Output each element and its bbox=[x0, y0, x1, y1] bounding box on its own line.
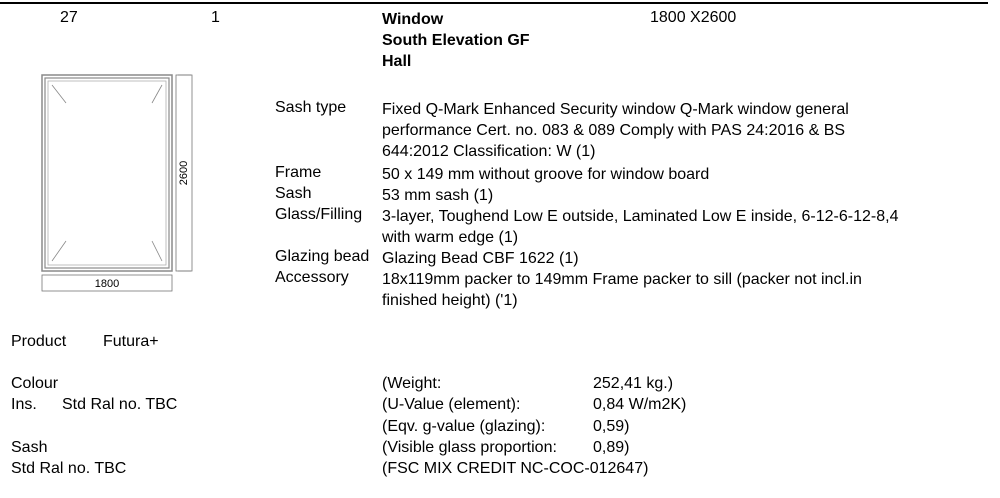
item-size: 1800 X2600 bbox=[650, 9, 737, 26]
spec-label-glazing-bead: Glazing bead bbox=[275, 248, 370, 265]
spec-label-glass: Glass/Filling bbox=[275, 206, 363, 223]
product-label: Product bbox=[11, 333, 67, 350]
spec-label-sash-type: Sash type bbox=[275, 99, 347, 116]
item-type: Window bbox=[382, 11, 444, 28]
spec-value-glazing-bead: Glazing Bead CBF 1622 (1) bbox=[382, 250, 579, 267]
item-room: Hall bbox=[382, 53, 412, 70]
spec-label-sash: Sash bbox=[275, 185, 312, 202]
property-label-glass-proportion: (Visible glass proportion: bbox=[382, 439, 557, 456]
window-drawing bbox=[0, 72, 210, 292]
spec-value-sash-type: Fixed Q-Mark Enhanced Security window Q-Mark window general performance Cert. no. 083 & 089 Comply with PAS 24:2016 & BS 644:2012 Classification: W (1) bbox=[382, 101, 849, 160]
position-number: 27 bbox=[60, 9, 78, 26]
spec-value-glass: 3-layer, Toughend Low E outside, Laminated Low E inside, 6-12-6-12-8,4 with warm edge (1) bbox=[382, 208, 899, 246]
height-dimension-label: 2600 bbox=[178, 160, 190, 186]
spec-value-sash: 53 mm sash (1) bbox=[382, 187, 494, 204]
certificate-note: (FSC MIX CREDIT NC-COC-012647) bbox=[382, 460, 649, 477]
property-value-g-value: 0,59) bbox=[593, 418, 630, 435]
spec-label-frame: Frame bbox=[275, 164, 322, 181]
width-dimension-label: 1800 bbox=[94, 278, 120, 290]
colour-ins-value: Std Ral no. TBC bbox=[62, 396, 178, 413]
property-label-weight: (Weight: bbox=[382, 375, 442, 392]
colour-sash-value: Std Ral no. TBC bbox=[11, 460, 127, 477]
colour-sash-label: Sash bbox=[11, 439, 48, 456]
property-label-u-value: (U-Value (element): bbox=[382, 396, 521, 413]
colour-label: Colour bbox=[11, 375, 59, 392]
product-value: Futura+ bbox=[103, 333, 159, 350]
property-value-u-value: 0,84 W/m2K) bbox=[593, 396, 687, 413]
spec-label-accessory: Accessory bbox=[275, 269, 349, 286]
property-value-glass-proportion: 0,89) bbox=[593, 439, 630, 456]
item-location: South Elevation GF bbox=[382, 32, 530, 49]
spec-value-accessory: 18x119mm packer to 149mm Frame packer to sill (packer not incl.in finished height) ('1) bbox=[382, 271, 862, 309]
window-glass bbox=[48, 81, 166, 265]
colour-ins-label: Ins. bbox=[11, 396, 37, 413]
item-description bbox=[382, 9, 530, 72]
header-rule bbox=[0, 2, 988, 4]
property-value-weight: 252,41 kg.) bbox=[593, 375, 674, 392]
quantity: 1 bbox=[211, 9, 220, 26]
spec-value-frame: 50 x 149 mm without groove for window board bbox=[382, 166, 710, 183]
property-label-g-value: (Eqv. g-value (glazing): bbox=[382, 418, 546, 435]
